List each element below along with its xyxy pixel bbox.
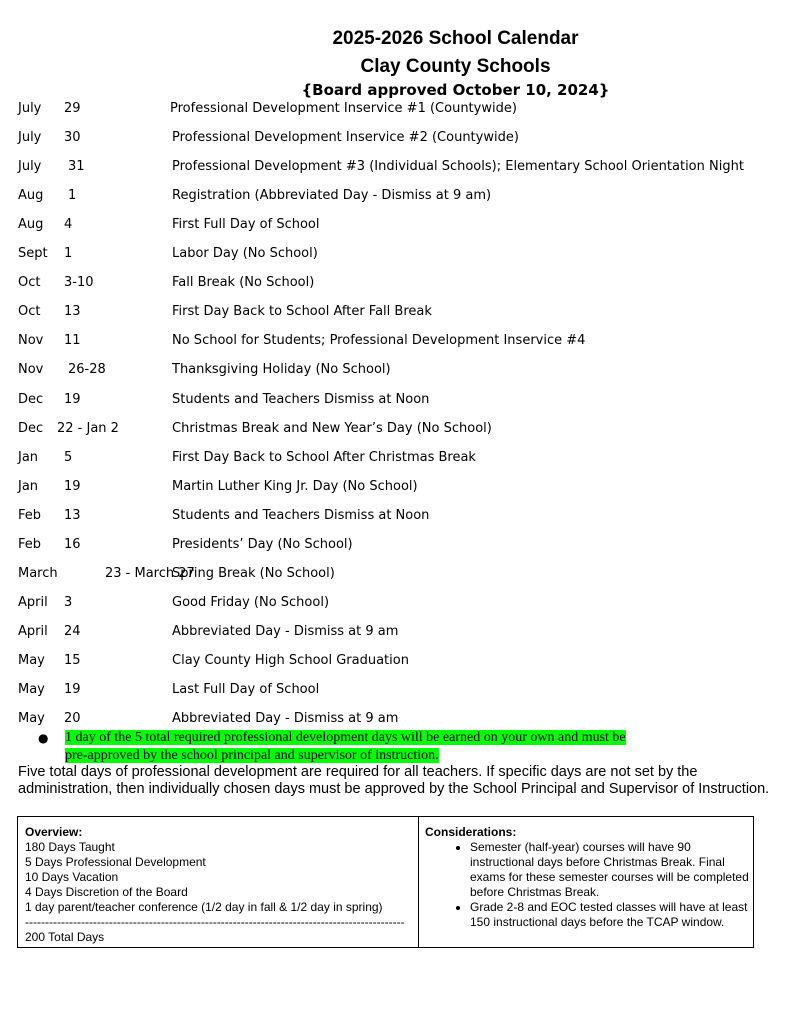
row-month: April bbox=[18, 623, 48, 639]
district-name: Clay County Schools bbox=[360, 56, 551, 77]
row-month: Aug bbox=[18, 217, 44, 233]
row-day: 19 bbox=[64, 682, 81, 697]
row-description: Martin Luther King Jr. Day (No School) bbox=[172, 478, 418, 494]
row-description: Registration (Abbreviated Day - Dismiss at 9 am) bbox=[172, 188, 492, 204]
row-day: 11 bbox=[64, 333, 81, 349]
row-day: 23 - March 27 bbox=[105, 565, 195, 581]
consideration-item: • Grade 2-8 and EOC tested classes will have at least 150 instructional days before the TCAP window. bbox=[470, 900, 750, 930]
row-month: July bbox=[18, 101, 42, 116]
considerations-list bbox=[425, 840, 750, 930]
row-description: Clay County High School Graduation bbox=[172, 652, 409, 668]
row-description: Abbreviated Day - Dismiss at 9 am bbox=[172, 711, 399, 727]
row-description: Professional Development #3 (Individual Schools); Elementary School Orientation Night bbox=[172, 159, 744, 175]
row-day: 13 bbox=[64, 304, 81, 320]
row-day: 30 bbox=[64, 130, 81, 146]
summary-table bbox=[17, 816, 754, 948]
row-month: Jan bbox=[18, 449, 39, 465]
row-month: Oct bbox=[18, 304, 41, 320]
pd-note-line-2: pre-approved by the school principal and supervisor of instruction. bbox=[65, 748, 439, 763]
row-month: Sept bbox=[18, 246, 48, 262]
row-day: 19 bbox=[64, 391, 81, 407]
row-day: 16 bbox=[64, 536, 81, 552]
row-description: Last Full Day of School bbox=[172, 682, 320, 697]
row-month: Feb bbox=[18, 536, 42, 552]
row-month: May bbox=[18, 682, 45, 697]
row-day: 13 bbox=[64, 507, 81, 523]
row-month: Nov bbox=[18, 362, 44, 378]
overview-separator: ----------------------------------------------------------------------------------------------- bbox=[25, 915, 405, 929]
overview-item: 4 Days Discretion of the Board bbox=[25, 885, 188, 899]
pd-note-line-1: 1 day of the 5 total required professional development days will be earned on your own and must be bbox=[65, 730, 626, 745]
row-month: May bbox=[18, 652, 45, 668]
row-day: 20 bbox=[64, 711, 81, 727]
bullet-icon: ● bbox=[38, 731, 49, 745]
row-description: Labor Day (No School) bbox=[172, 246, 318, 262]
row-description: Professional Development Inservice #2 (Countywide) bbox=[172, 130, 519, 146]
row-month: Dec bbox=[18, 420, 44, 436]
row-day: 4 bbox=[64, 217, 73, 233]
pd-note bbox=[38, 729, 698, 765]
row-day: 19 bbox=[64, 478, 81, 494]
page-title: 2025-2026 School Calendar bbox=[332, 28, 579, 49]
overview-item: 180 Days Taught bbox=[25, 840, 115, 854]
row-description: Professional Development Inservice #1 (Countywide) bbox=[170, 101, 517, 116]
overview-item: 1 day parent/teacher conference (1/2 day in fall & 1/2 day in spring) bbox=[25, 900, 383, 914]
row-day: 22 - Jan 2 bbox=[57, 420, 119, 436]
row-day: 1 bbox=[64, 246, 73, 262]
row-description: Christmas Break and New Year’s Day (No School) bbox=[172, 420, 492, 436]
overview-heading: Overview: bbox=[25, 825, 83, 839]
row-description: Students and Teachers Dismiss at Noon bbox=[172, 507, 430, 523]
row-day: 3-10 bbox=[64, 275, 94, 291]
row-month: April bbox=[18, 594, 48, 610]
row-day: 3 bbox=[64, 594, 73, 610]
row-day: 31 bbox=[68, 159, 85, 175]
row-month: Jan bbox=[18, 478, 39, 494]
row-description: Thanksgiving Holiday (No School) bbox=[172, 362, 391, 378]
row-day: 5 bbox=[64, 449, 73, 465]
row-description: First Full Day of School bbox=[172, 217, 320, 233]
row-description: Good Friday (No School) bbox=[172, 594, 330, 610]
approval-note: {Board approved October 10, 2024} bbox=[301, 81, 610, 99]
row-month: Feb bbox=[18, 507, 42, 523]
row-month: Aug bbox=[18, 188, 44, 204]
row-month: Dec bbox=[18, 391, 44, 407]
row-description: Students and Teachers Dismiss at Noon bbox=[172, 391, 430, 407]
considerations-cell bbox=[425, 825, 750, 930]
overview-cell bbox=[25, 825, 415, 945]
row-description: First Day Back to School After Christmas Break bbox=[172, 449, 476, 465]
row-month: Nov bbox=[18, 333, 44, 349]
row-month: July bbox=[18, 130, 42, 146]
row-day: 1 bbox=[68, 188, 77, 204]
row-description: Presidents’ Day (No School) bbox=[172, 536, 353, 552]
column-divider bbox=[418, 817, 419, 947]
considerations-heading: Considerations: bbox=[425, 825, 517, 839]
overview-item: 5 Days Professional Development bbox=[25, 855, 206, 869]
row-month: July bbox=[18, 159, 42, 175]
row-month: May bbox=[18, 711, 45, 727]
row-month: Oct bbox=[18, 275, 41, 291]
row-day: 24 bbox=[64, 623, 81, 639]
row-day: 26-28 bbox=[68, 362, 106, 378]
row-day: 29 bbox=[64, 101, 81, 116]
row-month: March bbox=[18, 565, 58, 581]
row-description: First Day Back to School After Fall Break bbox=[172, 304, 432, 320]
row-description: Fall Break (No School) bbox=[172, 275, 315, 291]
consideration-item: • Semester (half-year) courses will have 90 instructional days before Christmas Break. Final exams for these semester courses will be completed before Christmas Break. bbox=[470, 840, 750, 900]
row-description: Spring Break (No School) bbox=[172, 565, 335, 581]
pd-requirement-paragraph: Five total days of professional development are required for all teachers. If specific days are not set by the administration, then individually chosen days must be approved by the School Principal and Supervisor of Instruction. bbox=[18, 764, 770, 797]
overview-item: 10 Days Vacation bbox=[25, 870, 119, 884]
overview-total: 200 Total Days bbox=[25, 930, 105, 944]
row-description: No School for Students; Professional Development Inservice #4 bbox=[172, 333, 586, 349]
row-description: Abbreviated Day - Dismiss at 9 am bbox=[172, 623, 399, 639]
row-day: 15 bbox=[64, 652, 81, 668]
